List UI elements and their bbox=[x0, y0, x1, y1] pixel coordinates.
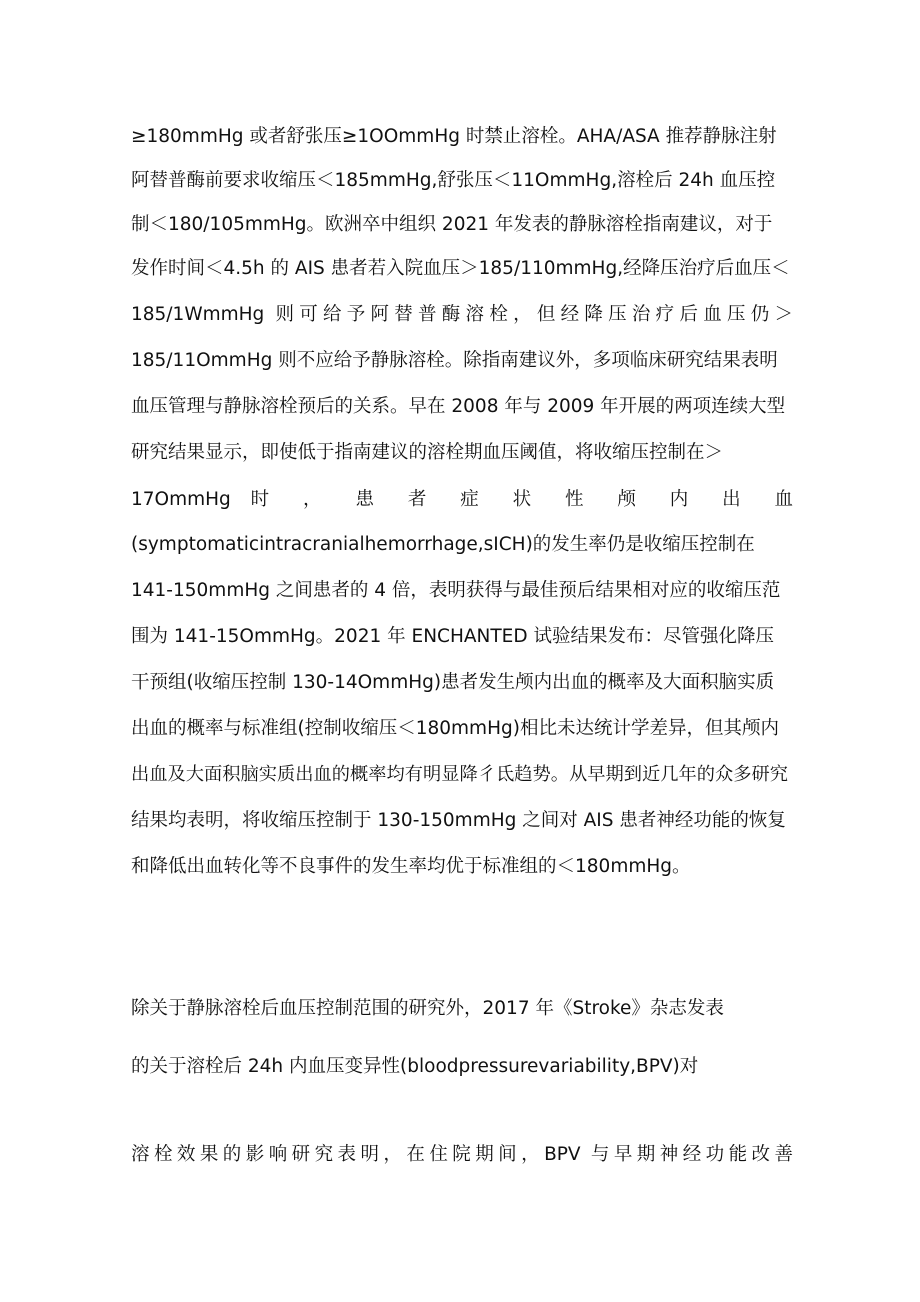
paragraph-1-line-14: 出血的概率与标准组(控制收缩压＜180mmHg)相比未达统计学差异，但其颅内 bbox=[131, 718, 779, 739]
paragraph-1-line-13: 干预组(收缩压控制 130-14OmmHg)患者发生颅内出血的概率及大面积脑实质 bbox=[131, 672, 775, 693]
paragraph-1-line-7: 血压管理与静脉溶栓预后的关系。早在 2008 年与 2009 年开展的两项连续大型 bbox=[131, 396, 786, 417]
paragraph-1-line-1: ≥180mmHg 或者舒张压≥1OOmmHg 时禁止溶栓。AHA/ASA 推荐静脉注射 bbox=[131, 126, 777, 147]
paragraph-1-line-10: (symptomaticintracranialhemorrhage,sICH)的发生率仍是收缩压控制在 bbox=[131, 534, 755, 555]
paragraph-1-line-5: 185/1WmmHg 则可给予阿替普酶溶栓，但经降压治疗后血压仍＞ bbox=[131, 304, 793, 325]
paragraph-1-line-12: 围为 141-15OmmHg。2021 年 ENCHANTED 试验结果发布：尽管强化降压 bbox=[131, 626, 774, 647]
paragraph-2-line-1: 除关于静脉溶栓后血压控制范围的研究外，2017 年《Stroke》杂志发表 bbox=[131, 998, 724, 1019]
paragraph-3-line-1: 溶栓效果的影响研究表明，在住院期间，BPV 与早期神经功能改善 bbox=[131, 1144, 793, 1165]
paragraph-1-line-9: 17OmmHg 时 ， 患 者 症 状 性 颅 内 出 血 bbox=[131, 489, 793, 510]
paragraph-1-line-3: 制＜180/105mmHg。欧洲卒中组织 2021 年发表的静脉溶栓指南建议，对于 bbox=[131, 214, 773, 235]
paragraph-1-line-8: 研究结果显示，即使低于指南建议的溶栓期血压阈值，将收缩压控制在＞ bbox=[131, 442, 724, 463]
paragraph-1-line-6: 185/11OmmHg 则不应给予静脉溶栓。除指南建议外，多项临床研究结果表明 bbox=[131, 350, 778, 371]
paragraph-1-line-16: 结果均表明，将收缩压控制于 130-150mmHg 之间对 AIS 患者神经功能的恢复 bbox=[131, 810, 786, 831]
paragraph-1-line-11: 141-150mmHg 之间患者的 4 倍，表明获得与最佳预后结果相对应的收缩压范 bbox=[131, 580, 781, 601]
paragraph-2-line-2: 的关于溶栓后 24h 内血压变异性(bloodpressurevariability,BPV)对 bbox=[131, 1056, 699, 1077]
paragraph-1-line-15: 出血及大面积脑实质出血的概率均有明显降彳氐趋势。从早期到近几年的众多研究 bbox=[131, 764, 788, 785]
paragraph-1-line-2: 阿替普酶前要求收缩压＜185mmHg,舒张压＜11OmmHg,溶栓后 24h 血压控 bbox=[131, 170, 776, 191]
paragraph-1-line-4: 发作时间＜4.5h 的 AIS 患者若入院血压＞185/110mmHg,经降压治疗后血压＜ bbox=[131, 258, 790, 279]
paragraph-1-line-17: 和降低出血转化等不良事件的发生率均优于标准组的＜180mmHg。 bbox=[131, 856, 691, 877]
